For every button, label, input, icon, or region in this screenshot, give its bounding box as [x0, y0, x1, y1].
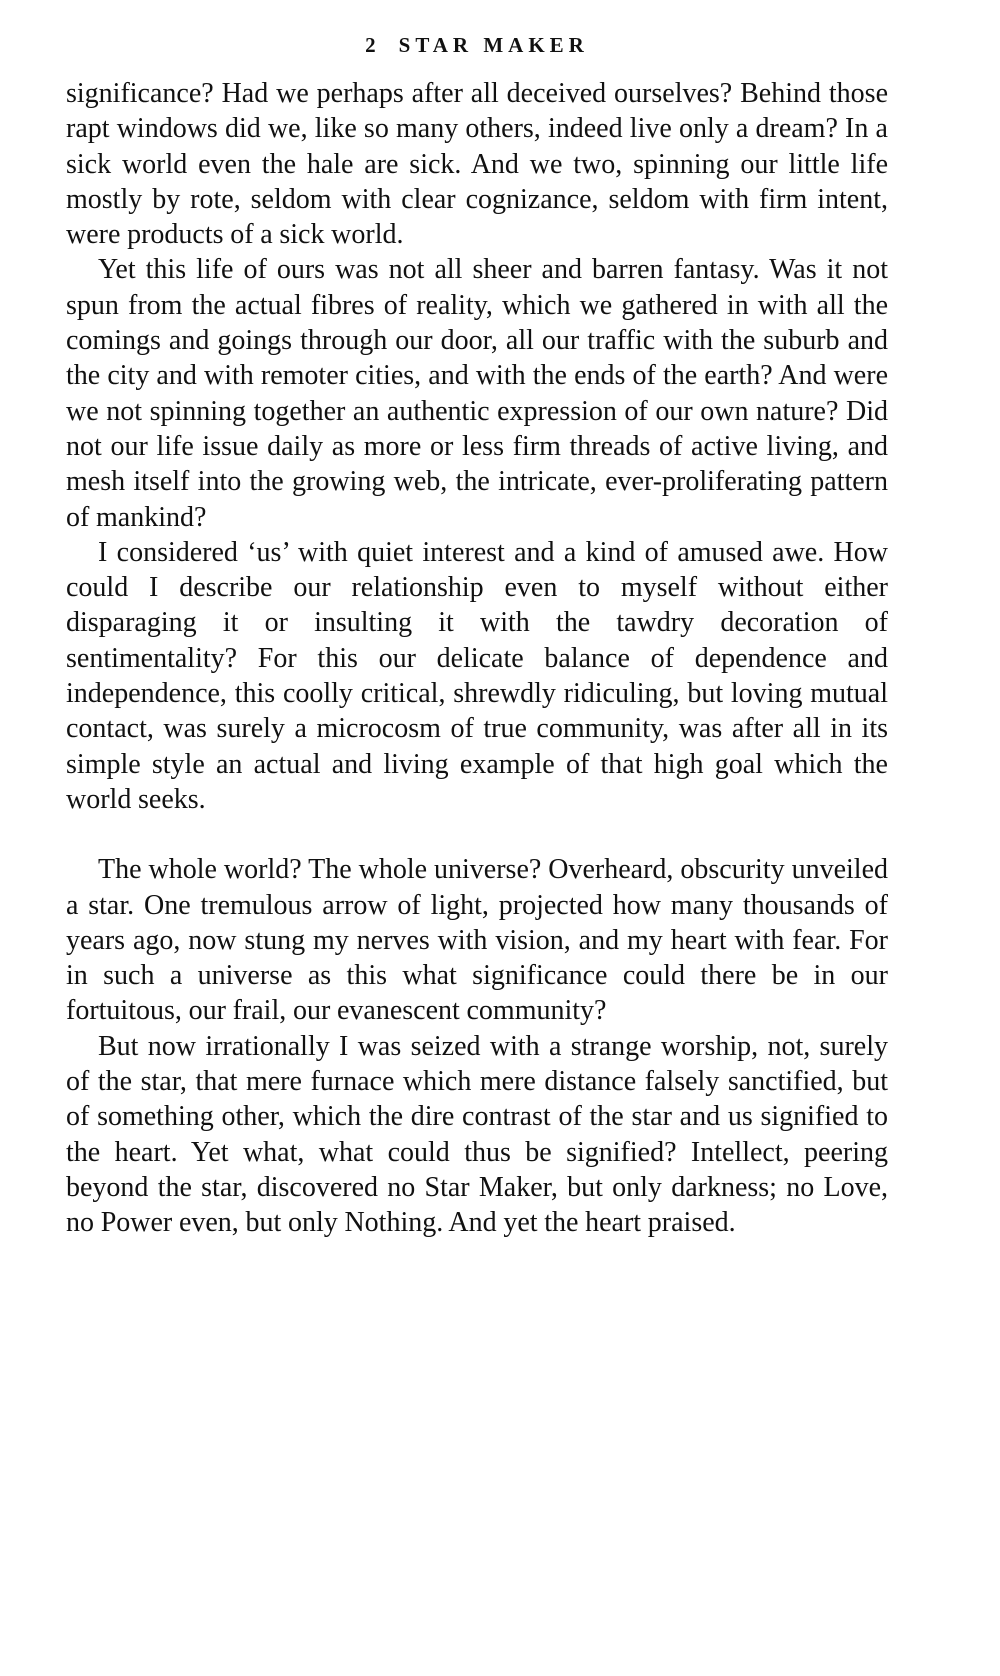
page-number: 2 [365, 33, 381, 57]
paragraph: The whole world? The whole universe? Overheard, obscurity unveiled a star. One tremulous arrow of light, projected how many thousands of years ago, now stung my nerves with vision, and my heart with fear. For in such a universe as this what significance could there be in our fortuitous, our frail, our evanescent community? [66, 854, 888, 1027]
paragraph: Yet this life of ours was not all sheer and barren fantasy. Was it not spun from the actual fibres of reality, which we gathered in with all the comings and goings through our door, all our traffic with the suburb and the city and with remoter cities, and with the ends of the earth? And were we not spinning together an authentic expression of our own nature? Did not our life issue daily as more or less firm threads of active living, and mesh itself into the growing web, the intricate, ever-proliferating pattern of mankind? [66, 254, 888, 533]
paragraph-continued: significance? Had we perhaps after all deceived ourselves? Behind those rapt windows did we, like so many others, indeed live only a dream? In a sick world even the hale are sick. And we two, spinning our little life mostly by rote, seldom with clear cognizance, seldom with firm intent, were products of a sick world. [66, 78, 888, 251]
paragraph: I considered ‘us’ with quiet interest and a kind of amused awe. How could I describe our relationship even to myself without either disparaging it or insulting it with the tawdry decoration of sentimentality? For this our delicate balance of dependence and independence, this coolly critical, shrewdly ridiculing, but loving mutual contact, was surely a microcosm of true community, was after all in its simple style an actual and living example of that high goal which the world seeks. [66, 536, 888, 815]
book-title: STAR MAKER [398, 33, 589, 57]
running-head [66, 28, 888, 62]
book-page [66, 28, 888, 1241]
section-break [66, 817, 888, 852]
paragraph: But now irrationally I was seized with a strange worship, not, surely of the star, that mere furnace which mere distance falsely sanctified, but of something other, which the dire contrast of the star and us signified to the heart. Yet what, what could thus be signified? Intellect, peering beyond the star, discovered no Star Maker, but only darkness; no Love, no Power even, but only Nothing. And yet the heart praised. [66, 1030, 888, 1239]
